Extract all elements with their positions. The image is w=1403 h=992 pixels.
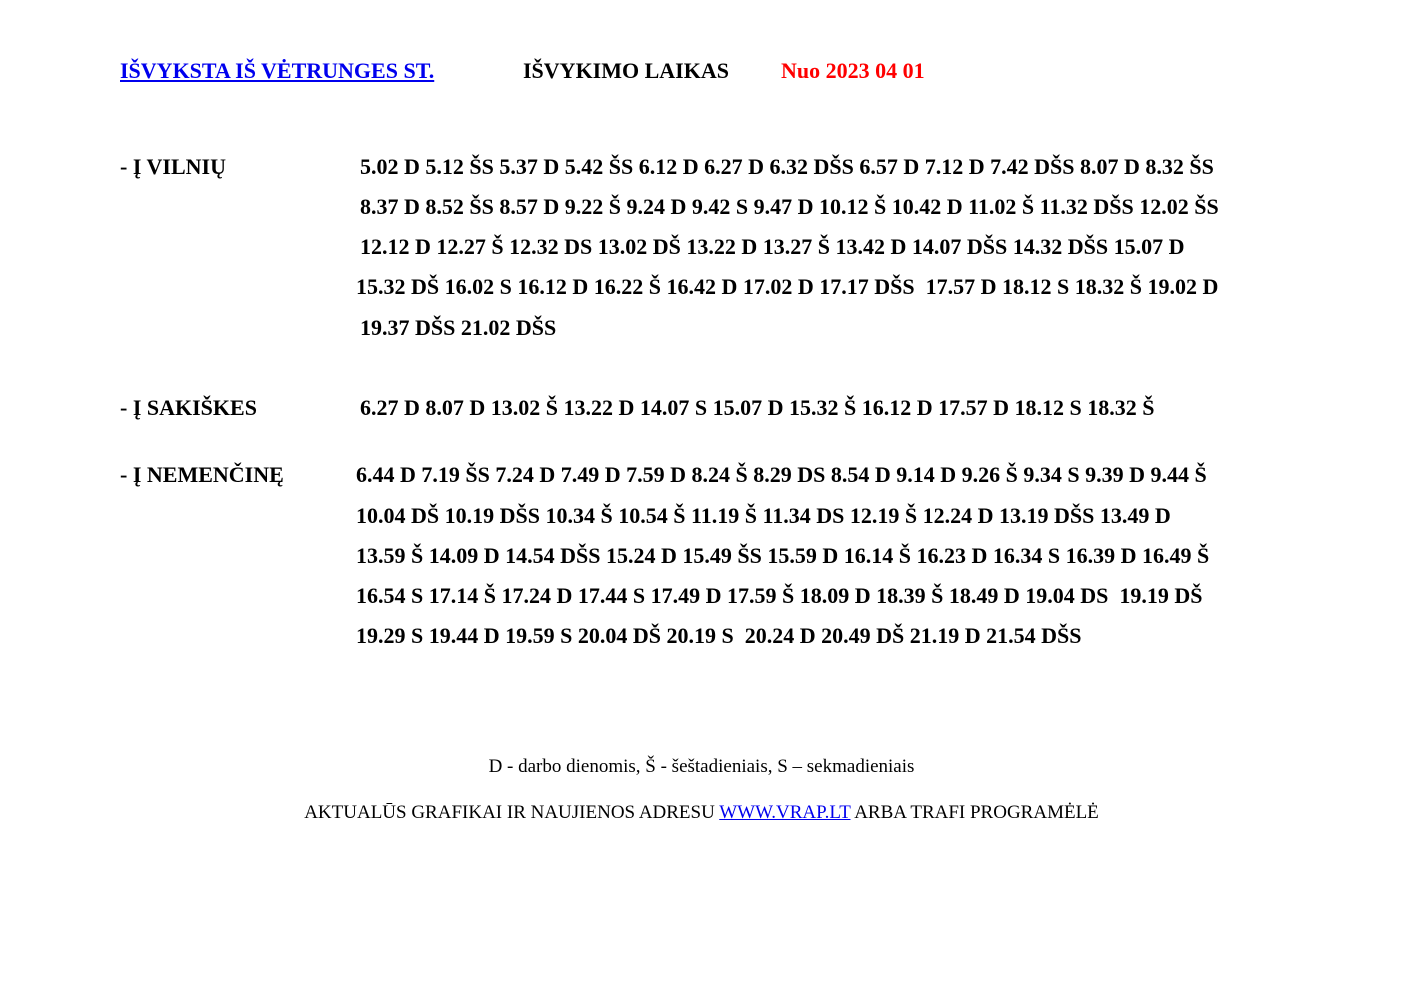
schedule-line: 8.37 D 8.52 ŠS 8.57 D 9.22 Š 9.24 D 9.42 S 9.47 D 10.12 Š 10.42 D 11.02 Š 11.32 DŠS 12.02 ŠS [360, 194, 1219, 219]
schedule-line: 6.27 D 8.07 D 13.02 Š 13.22 D 14.07 S 15.07 D 15.32 Š 16.12 D 17.57 D 18.12 S 18.32 Š [360, 395, 1155, 420]
info-line [0, 802, 1403, 824]
schedule-line: 19.29 S 19.44 D 19.59 S 20.04 DŠ 20.19 S 20.24 D 20.49 DŠ 21.19 D 21.54 DŠS [356, 623, 1082, 648]
legend-text: D - darbo dienomis, Š - šeštadieniais, S – sekmadieniais [488, 756, 915, 777]
route-label-vilnius: - Į VILNIŲ [120, 154, 226, 179]
schedule-line: 16.54 S 17.14 Š 17.24 D 17.44 S 17.49 D 17.59 Š 18.09 D 18.39 Š 18.49 D 19.04 DS 19.19 DŠ [356, 583, 1203, 608]
schedule-line: 5.02 D 5.12 ŠS 5.37 D 5.42 ŠS 6.12 D 6.27 D 6.32 DŠS 6.57 D 7.12 D 7.42 DŠS 8.07 D 8.32 ŠS [360, 154, 1214, 179]
vrap-website-link[interactable]: WWW.VRAP.LT [719, 802, 851, 823]
info-text-after: ARBA TRAFI PROGRAMĖLĖ [850, 802, 1099, 823]
departure-stop-link[interactable]: IŠVYKSTA IŠ VĖTRUNGES ST. [120, 58, 435, 83]
route-label-nemencine: - Į NEMENČINĘ [120, 462, 284, 487]
info-text-before: AKTUALŪS GRAFIKAI IR NAUJIENOS ADRESU [304, 802, 720, 823]
schedule-line: 10.04 DŠ 10.19 DŠS 10.34 Š 10.54 Š 11.19 Š 11.34 DS 12.19 Š 12.24 D 13.19 DŠS 13.49 D [356, 503, 1171, 528]
schedule-line: 15.32 DŠ 16.02 S 16.12 D 16.22 Š 16.42 D 17.02 D 17.17 DŠS 17.57 D 18.12 S 18.32 Š 19.02 D [356, 274, 1219, 299]
schedule-line: 13.59 Š 14.09 D 14.54 DŠS 15.24 D 15.49 ŠS 15.59 D 16.14 Š 16.23 D 16.34 S 16.39 D 16.49 Š [356, 543, 1210, 568]
schedule-line: 6.44 D 7.19 ŠS 7.24 D 7.49 D 7.59 D 8.24 Š 8.29 DS 8.54 D 9.14 D 9.26 Š 9.34 S 9.39 D 9.44 Š [356, 462, 1207, 487]
schedule-line: 19.37 DŠS 21.02 DŠS [360, 315, 557, 340]
schedule-line: 12.12 D 12.27 Š 12.32 DS 13.02 DŠ 13.22 D 13.27 Š 13.42 D 14.07 DŠS 14.32 DŠS 15.07 D [360, 234, 1185, 259]
valid-from-date: Nuo 2023 04 01 [781, 58, 925, 83]
route-label-sakiskes: - Į SAKIŠKES [120, 395, 257, 420]
departure-time-title: IŠVYKIMO LAIKAS [523, 58, 729, 83]
